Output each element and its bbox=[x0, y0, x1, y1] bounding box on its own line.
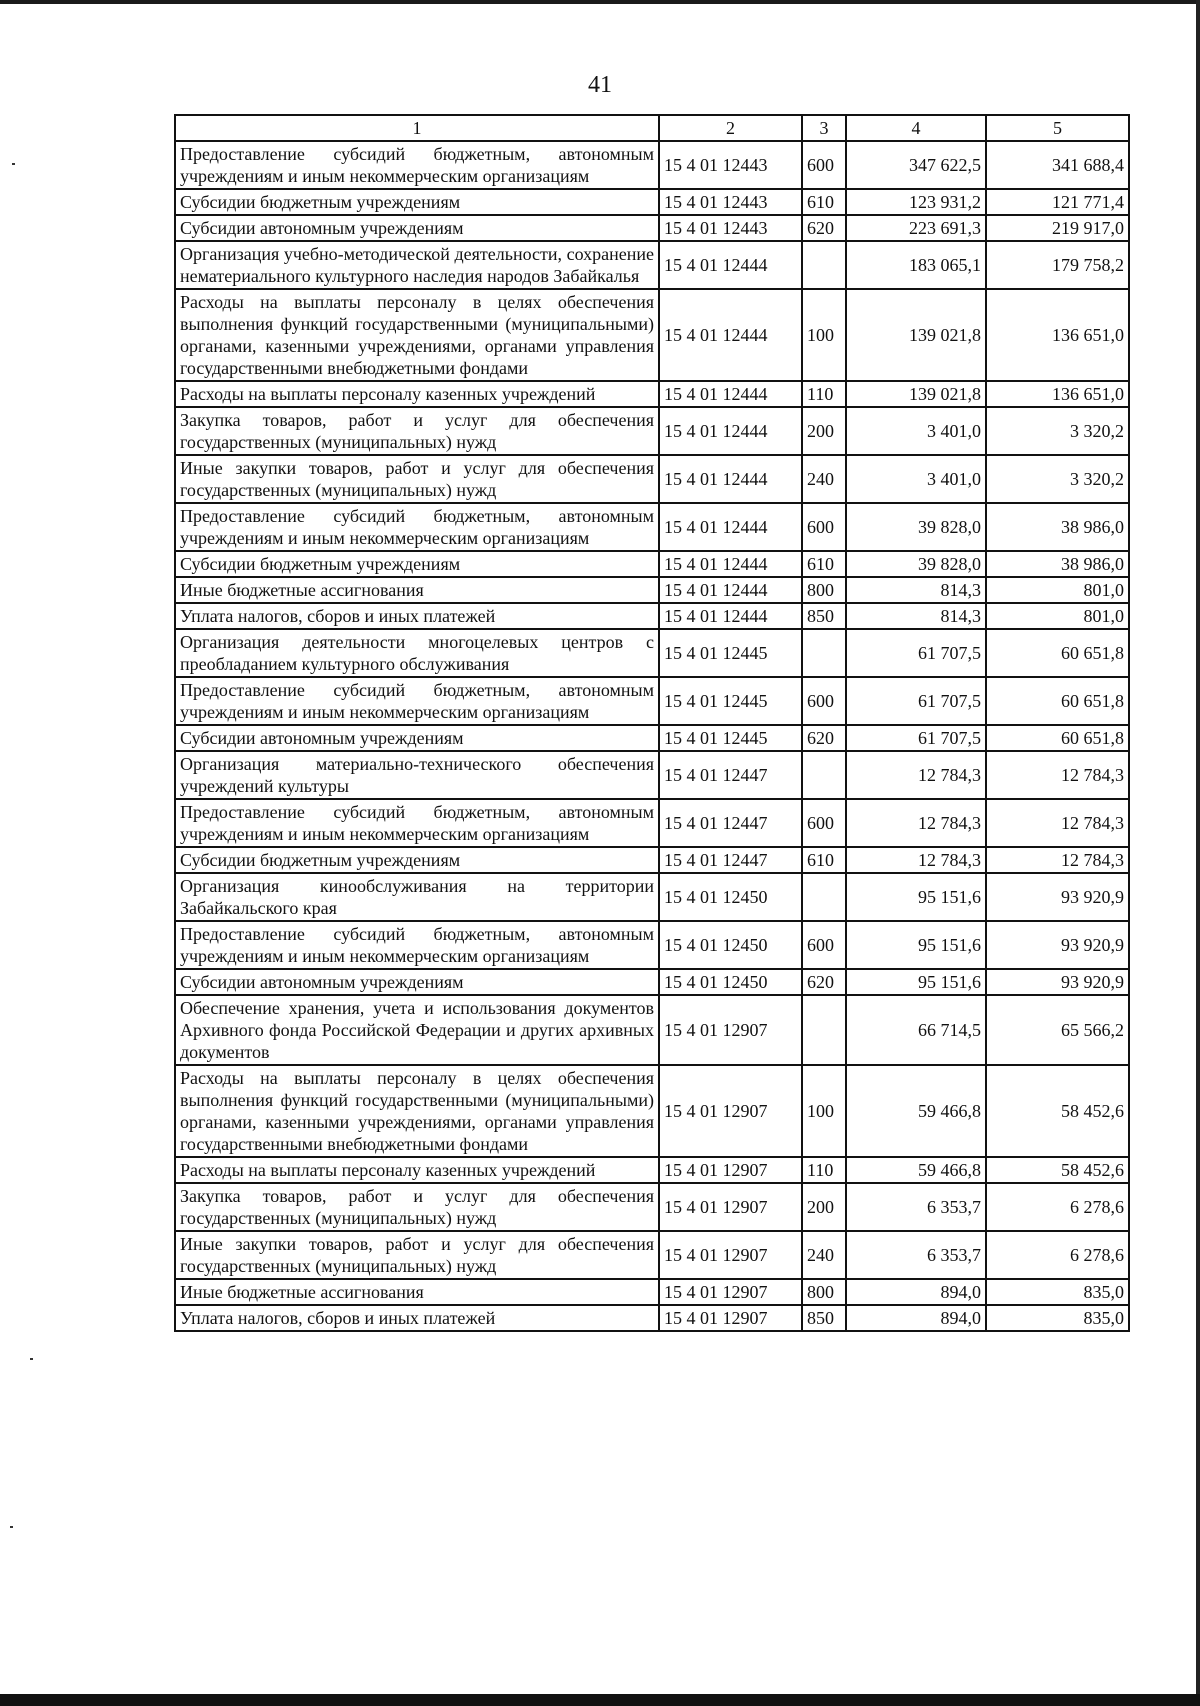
amount-column-4-cell: 39 828,0 bbox=[846, 503, 986, 551]
amount-column-5-cell: 6 278,6 bbox=[986, 1183, 1129, 1231]
expenditure-name-cell: Предоставление субсидий бюджетным, автономным учреждениям и иным некоммерческим организациям bbox=[175, 141, 659, 189]
table-row bbox=[175, 995, 1129, 1065]
target-article-code-cell: 15 4 01 12444 bbox=[659, 241, 802, 289]
table-row bbox=[175, 1305, 1129, 1331]
amount-column-4-cell: 3 401,0 bbox=[846, 407, 986, 455]
amount-column-4-cell: 183 065,1 bbox=[846, 241, 986, 289]
amount-column-4-cell: 95 151,6 bbox=[846, 921, 986, 969]
expense-type-cell: 100 bbox=[802, 1065, 846, 1157]
amount-column-5-cell: 3 320,2 bbox=[986, 407, 1129, 455]
amount-column-4-cell: 66 714,5 bbox=[846, 995, 986, 1065]
expense-type-cell: 610 bbox=[802, 847, 846, 873]
table-row bbox=[175, 1065, 1129, 1157]
expenditure-name-cell: Субсидии бюджетным учреждениям bbox=[175, 189, 659, 215]
amount-column-4-cell: 814,3 bbox=[846, 577, 986, 603]
amount-column-5-cell: 12 784,3 bbox=[986, 751, 1129, 799]
expenditure-name-cell: Субсидии бюджетным учреждениям bbox=[175, 847, 659, 873]
amount-column-5-cell: 93 920,9 bbox=[986, 873, 1129, 921]
target-article-code-cell: 15 4 01 12907 bbox=[659, 1065, 802, 1157]
table-row bbox=[175, 215, 1129, 241]
target-article-code-cell: 15 4 01 12445 bbox=[659, 629, 802, 677]
expense-type-cell: 800 bbox=[802, 577, 846, 603]
expenditure-name-cell: Предоставление субсидий бюджетным, автономным учреждениям и иным некоммерческим организациям bbox=[175, 921, 659, 969]
amount-column-5-cell: 835,0 bbox=[986, 1279, 1129, 1305]
amount-column-5-cell: 58 452,6 bbox=[986, 1065, 1129, 1157]
scan-border-right bbox=[1196, 0, 1200, 1706]
target-article-code-cell: 15 4 01 12907 bbox=[659, 1279, 802, 1305]
expense-type-cell: 200 bbox=[802, 407, 846, 455]
amount-column-5-cell: 93 920,9 bbox=[986, 969, 1129, 995]
expense-type-cell: 600 bbox=[802, 677, 846, 725]
expenditure-name-cell: Закупка товаров, работ и услуг для обеспечения государственных (муниципальных) нужд bbox=[175, 1183, 659, 1231]
expense-type-cell: 600 bbox=[802, 503, 846, 551]
column-header: 3 bbox=[802, 115, 846, 141]
target-article-code-cell: 15 4 01 12443 bbox=[659, 189, 802, 215]
target-article-code-cell: 15 4 01 12443 bbox=[659, 141, 802, 189]
expenditure-name-cell: Организация кинообслуживания на территории Забайкальского края bbox=[175, 873, 659, 921]
column-header: 4 bbox=[846, 115, 986, 141]
target-article-code-cell: 15 4 01 12444 bbox=[659, 503, 802, 551]
expenditure-name-cell: Иные бюджетные ассигнования bbox=[175, 1279, 659, 1305]
table-row bbox=[175, 503, 1129, 551]
scan-speck bbox=[10, 1526, 13, 1528]
amount-column-5-cell: 341 688,4 bbox=[986, 141, 1129, 189]
amount-column-5-cell: 121 771,4 bbox=[986, 189, 1129, 215]
expense-type-cell: 850 bbox=[802, 1305, 846, 1331]
amount-column-5-cell: 12 784,3 bbox=[986, 847, 1129, 873]
target-article-code-cell: 15 4 01 12444 bbox=[659, 603, 802, 629]
amount-column-5-cell: 60 651,8 bbox=[986, 677, 1129, 725]
amount-column-4-cell: 95 151,6 bbox=[846, 873, 986, 921]
expense-type-cell: 600 bbox=[802, 799, 846, 847]
amount-column-5-cell: 136 651,0 bbox=[986, 289, 1129, 381]
amount-column-5-cell: 12 784,3 bbox=[986, 799, 1129, 847]
expenditure-name-cell: Субсидии бюджетным учреждениям bbox=[175, 551, 659, 577]
expense-type-cell: 800 bbox=[802, 1279, 846, 1305]
table-row bbox=[175, 847, 1129, 873]
expense-type-cell bbox=[802, 629, 846, 677]
table-row bbox=[175, 241, 1129, 289]
amount-column-5-cell: 136 651,0 bbox=[986, 381, 1129, 407]
amount-column-4-cell: 59 466,8 bbox=[846, 1157, 986, 1183]
expense-type-cell: 620 bbox=[802, 215, 846, 241]
table-row bbox=[175, 1157, 1129, 1183]
expenditure-name-cell: Организация деятельности многоцелевых центров с преобладанием культурного обслуживания bbox=[175, 629, 659, 677]
expenditure-name-cell: Расходы на выплаты персоналу в целях обеспечения выполнения функций государственными (муниципальными) органами, казенными учреждениями, органами управления государственными внебюджетными фондами bbox=[175, 289, 659, 381]
amount-column-4-cell: 894,0 bbox=[846, 1279, 986, 1305]
amount-column-4-cell: 12 784,3 bbox=[846, 847, 986, 873]
target-article-code-cell: 15 4 01 12907 bbox=[659, 1305, 802, 1331]
amount-column-4-cell: 6 353,7 bbox=[846, 1183, 986, 1231]
scan-speck bbox=[30, 1358, 33, 1360]
expense-type-cell: 100 bbox=[802, 289, 846, 381]
amount-column-4-cell: 139 021,8 bbox=[846, 381, 986, 407]
target-article-code-cell: 15 4 01 12907 bbox=[659, 1183, 802, 1231]
table-row bbox=[175, 629, 1129, 677]
amount-column-4-cell: 814,3 bbox=[846, 603, 986, 629]
budget-table bbox=[174, 114, 1130, 1332]
table-row bbox=[175, 189, 1129, 215]
expenditure-name-cell: Иные закупки товаров, работ и услуг для обеспечения государственных (муниципальных) нужд bbox=[175, 1231, 659, 1279]
table-row bbox=[175, 725, 1129, 751]
expense-type-cell bbox=[802, 241, 846, 289]
target-article-code-cell: 15 4 01 12907 bbox=[659, 1157, 802, 1183]
amount-column-4-cell: 12 784,3 bbox=[846, 799, 986, 847]
expense-type-cell: 600 bbox=[802, 141, 846, 189]
amount-column-5-cell: 3 320,2 bbox=[986, 455, 1129, 503]
expenditure-name-cell: Иные бюджетные ассигнования bbox=[175, 577, 659, 603]
expenditure-name-cell: Уплата налогов, сборов и иных платежей bbox=[175, 603, 659, 629]
target-article-code-cell: 15 4 01 12444 bbox=[659, 381, 802, 407]
table-header-row bbox=[175, 115, 1129, 141]
table-row bbox=[175, 969, 1129, 995]
scan-speck bbox=[12, 163, 15, 165]
expense-type-cell: 600 bbox=[802, 921, 846, 969]
amount-column-4-cell: 123 931,2 bbox=[846, 189, 986, 215]
amount-column-5-cell: 38 986,0 bbox=[986, 503, 1129, 551]
expense-type-cell: 240 bbox=[802, 1231, 846, 1279]
table-row bbox=[175, 577, 1129, 603]
page-number: 41 bbox=[588, 72, 612, 98]
column-header: 2 bbox=[659, 115, 802, 141]
table-row bbox=[175, 799, 1129, 847]
expense-type-cell: 620 bbox=[802, 725, 846, 751]
table-row bbox=[175, 873, 1129, 921]
target-article-code-cell: 15 4 01 12443 bbox=[659, 215, 802, 241]
amount-column-4-cell: 61 707,5 bbox=[846, 725, 986, 751]
table-row bbox=[175, 603, 1129, 629]
table-row bbox=[175, 551, 1129, 577]
table-row bbox=[175, 751, 1129, 799]
amount-column-5-cell: 60 651,8 bbox=[986, 629, 1129, 677]
amount-column-4-cell: 61 707,5 bbox=[846, 629, 986, 677]
expenditure-name-cell: Субсидии автономным учреждениям bbox=[175, 969, 659, 995]
expenditure-name-cell: Предоставление субсидий бюджетным, автономным учреждениям и иным некоммерческим организациям bbox=[175, 799, 659, 847]
column-header: 5 bbox=[986, 115, 1129, 141]
amount-column-4-cell: 12 784,3 bbox=[846, 751, 986, 799]
expense-type-cell: 850 bbox=[802, 603, 846, 629]
amount-column-5-cell: 179 758,2 bbox=[986, 241, 1129, 289]
expenditure-name-cell: Расходы на выплаты персоналу казенных учреждений bbox=[175, 381, 659, 407]
target-article-code-cell: 15 4 01 12450 bbox=[659, 969, 802, 995]
amount-column-4-cell: 39 828,0 bbox=[846, 551, 986, 577]
expense-type-cell: 110 bbox=[802, 1157, 846, 1183]
amount-column-4-cell: 223 691,3 bbox=[846, 215, 986, 241]
expenditure-name-cell: Субсидии автономным учреждениям bbox=[175, 215, 659, 241]
target-article-code-cell: 15 4 01 12444 bbox=[659, 455, 802, 503]
amount-column-4-cell: 6 353,7 bbox=[846, 1231, 986, 1279]
amount-column-5-cell: 835,0 bbox=[986, 1305, 1129, 1331]
table-row bbox=[175, 921, 1129, 969]
table-row bbox=[175, 407, 1129, 455]
table-row bbox=[175, 677, 1129, 725]
expenditure-name-cell: Организация учебно-методической деятельности, сохранение нематериального культурного наследия народов Забайкалья bbox=[175, 241, 659, 289]
expense-type-cell bbox=[802, 995, 846, 1065]
expenditure-name-cell: Обеспечение хранения, учета и использования документов Архивного фонда Российской Федерации и других архивных документов bbox=[175, 995, 659, 1065]
amount-column-4-cell: 3 401,0 bbox=[846, 455, 986, 503]
expense-type-cell: 610 bbox=[802, 551, 846, 577]
amount-column-5-cell: 219 917,0 bbox=[986, 215, 1129, 241]
column-header: 1 bbox=[175, 115, 659, 141]
expenditure-name-cell: Уплата налогов, сборов и иных платежей bbox=[175, 1305, 659, 1331]
scan-border-bottom bbox=[0, 1694, 1200, 1706]
expense-type-cell: 620 bbox=[802, 969, 846, 995]
target-article-code-cell: 15 4 01 12444 bbox=[659, 407, 802, 455]
target-article-code-cell: 15 4 01 12907 bbox=[659, 1231, 802, 1279]
expense-type-cell: 240 bbox=[802, 455, 846, 503]
table-row bbox=[175, 1279, 1129, 1305]
amount-column-4-cell: 347 622,5 bbox=[846, 141, 986, 189]
amount-column-5-cell: 60 651,8 bbox=[986, 725, 1129, 751]
target-article-code-cell: 15 4 01 12450 bbox=[659, 873, 802, 921]
amount-column-5-cell: 6 278,6 bbox=[986, 1231, 1129, 1279]
table-row bbox=[175, 141, 1129, 189]
amount-column-5-cell: 58 452,6 bbox=[986, 1157, 1129, 1183]
expense-type-cell bbox=[802, 873, 846, 921]
expense-type-cell: 610 bbox=[802, 189, 846, 215]
table-row bbox=[175, 1183, 1129, 1231]
expenditure-name-cell: Расходы на выплаты персоналу казенных учреждений bbox=[175, 1157, 659, 1183]
target-article-code-cell: 15 4 01 12447 bbox=[659, 751, 802, 799]
target-article-code-cell: 15 4 01 12444 bbox=[659, 577, 802, 603]
expenditure-name-cell: Предоставление субсидий бюджетным, автономным учреждениям и иным некоммерческим организациям bbox=[175, 503, 659, 551]
expense-type-cell bbox=[802, 751, 846, 799]
table-row bbox=[175, 1231, 1129, 1279]
target-article-code-cell: 15 4 01 12444 bbox=[659, 551, 802, 577]
target-article-code-cell: 15 4 01 12445 bbox=[659, 725, 802, 751]
table-body bbox=[175, 141, 1129, 1331]
expenditure-name-cell: Субсидии автономным учреждениям bbox=[175, 725, 659, 751]
target-article-code-cell: 15 4 01 12447 bbox=[659, 799, 802, 847]
amount-column-4-cell: 139 021,8 bbox=[846, 289, 986, 381]
expenditure-name-cell: Закупка товаров, работ и услуг для обеспечения государственных (муниципальных) нужд bbox=[175, 407, 659, 455]
expenditure-name-cell: Организация материально-технического обеспечения учреждений культуры bbox=[175, 751, 659, 799]
amount-column-5-cell: 93 920,9 bbox=[986, 921, 1129, 969]
table-row bbox=[175, 289, 1129, 381]
amount-column-5-cell: 801,0 bbox=[986, 603, 1129, 629]
expenditure-name-cell: Предоставление субсидий бюджетным, автономным учреждениям и иным некоммерческим организациям bbox=[175, 677, 659, 725]
expense-type-cell: 200 bbox=[802, 1183, 846, 1231]
amount-column-4-cell: 95 151,6 bbox=[846, 969, 986, 995]
amount-column-5-cell: 38 986,0 bbox=[986, 551, 1129, 577]
table-row bbox=[175, 455, 1129, 503]
target-article-code-cell: 15 4 01 12445 bbox=[659, 677, 802, 725]
amount-column-5-cell: 801,0 bbox=[986, 577, 1129, 603]
target-article-code-cell: 15 4 01 12447 bbox=[659, 847, 802, 873]
scan-border-top bbox=[0, 0, 1200, 4]
expense-type-cell: 110 bbox=[802, 381, 846, 407]
amount-column-4-cell: 894,0 bbox=[846, 1305, 986, 1331]
target-article-code-cell: 15 4 01 12450 bbox=[659, 921, 802, 969]
amount-column-4-cell: 61 707,5 bbox=[846, 677, 986, 725]
table-row bbox=[175, 381, 1129, 407]
target-article-code-cell: 15 4 01 12444 bbox=[659, 289, 802, 381]
target-article-code-cell: 15 4 01 12907 bbox=[659, 995, 802, 1065]
expenditure-name-cell: Расходы на выплаты персоналу в целях обеспечения выполнения функций государственными (муниципальными) органами, казенными учреждениями, органами управления государственными внебюджетными фондами bbox=[175, 1065, 659, 1157]
amount-column-4-cell: 59 466,8 bbox=[846, 1065, 986, 1157]
amount-column-5-cell: 65 566,2 bbox=[986, 995, 1129, 1065]
expenditure-name-cell: Иные закупки товаров, работ и услуг для обеспечения государственных (муниципальных) нужд bbox=[175, 455, 659, 503]
